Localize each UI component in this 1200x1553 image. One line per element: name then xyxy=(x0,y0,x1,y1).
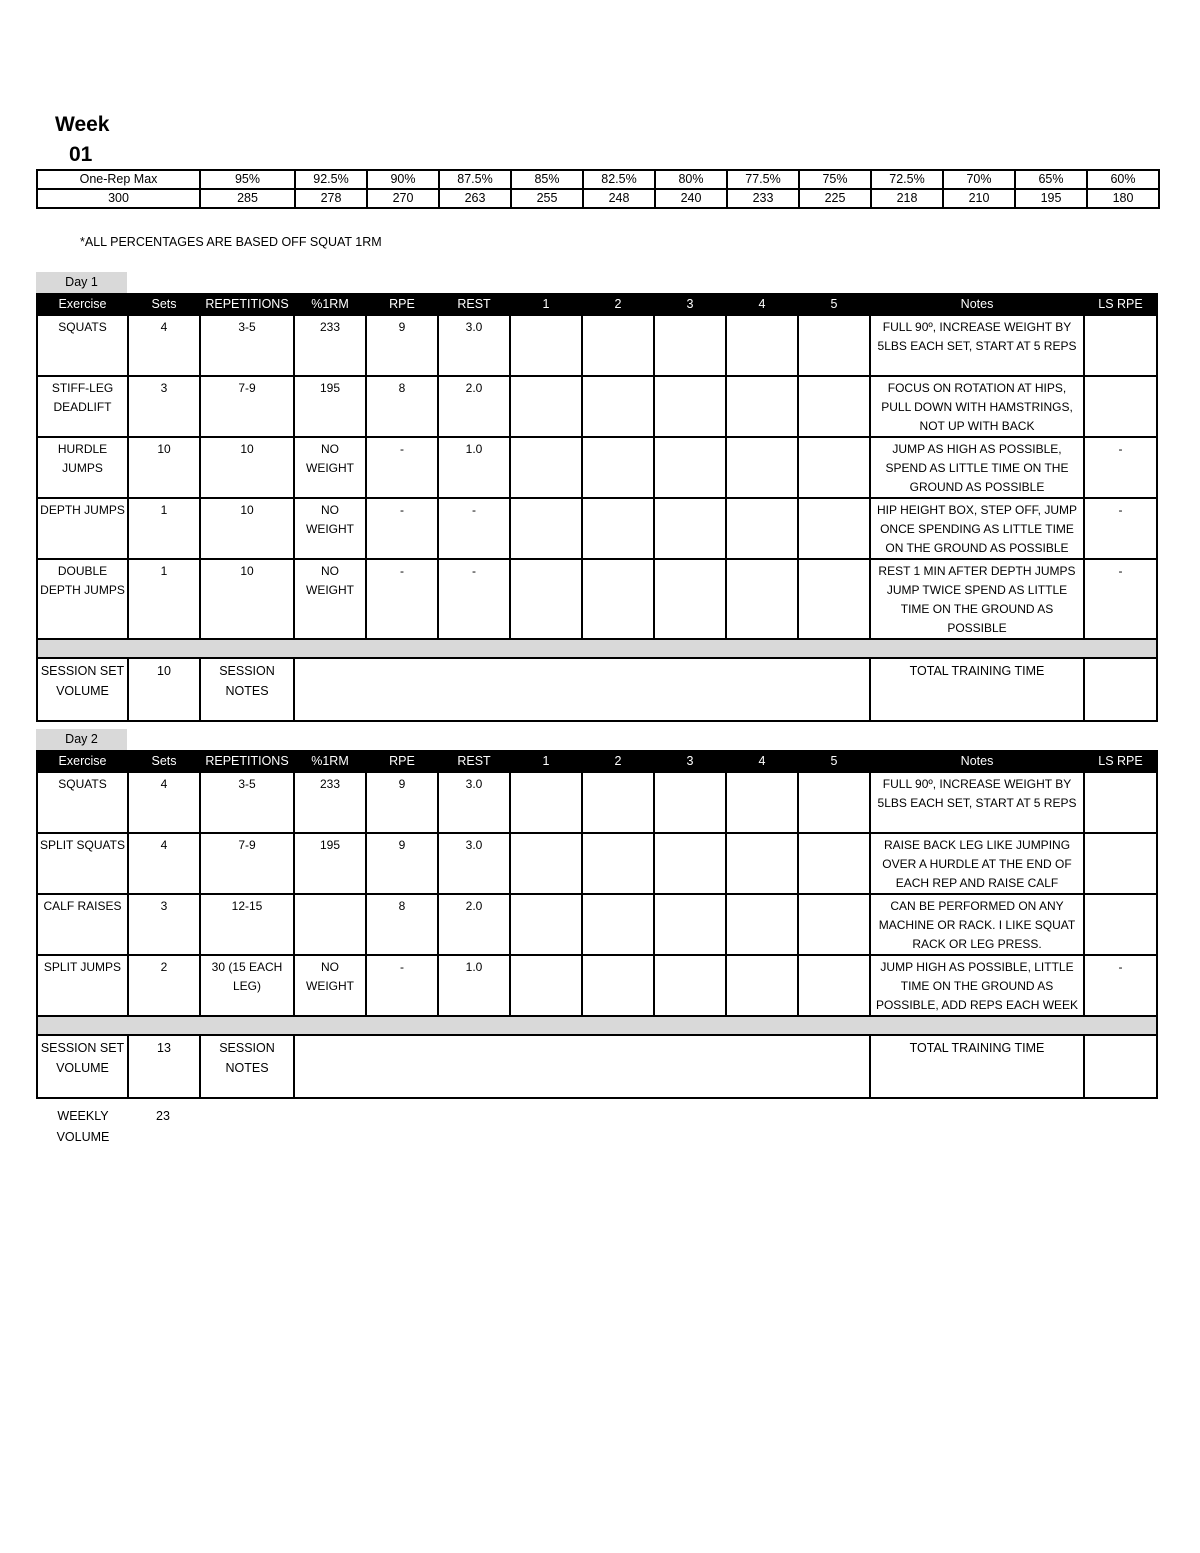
ls-rpe-cell[interactable]: - xyxy=(1084,955,1157,1016)
percentage-weight-cell: 210 xyxy=(943,189,1015,208)
ls-rpe-cell[interactable] xyxy=(1084,772,1157,833)
percent-1rm-cell: NO WEIGHT xyxy=(294,559,366,639)
reps-cell: 3-5 xyxy=(200,315,294,376)
reps-cell: 10 xyxy=(200,559,294,639)
column-header: LS RPE xyxy=(1084,294,1157,315)
percentage-header-cell: 82.5% xyxy=(583,170,655,189)
week-title: Week xyxy=(55,113,110,136)
percentage-header-cell: 80% xyxy=(655,170,727,189)
column-header: REPETITIONS xyxy=(200,751,294,772)
column-header: REPETITIONS xyxy=(200,294,294,315)
column-header: 2 xyxy=(582,751,654,772)
exercise-row xyxy=(37,894,1157,955)
session-set-volume-value: 13 xyxy=(128,1035,200,1098)
set-5-log[interactable] xyxy=(798,955,870,1016)
percentage-table xyxy=(36,169,1160,209)
day-2-label: Day 2 xyxy=(36,729,127,750)
rpe-cell: - xyxy=(366,498,438,559)
set-4-log[interactable] xyxy=(726,559,798,639)
reps-cell: 12-15 xyxy=(200,894,294,955)
rest-cell: 3.0 xyxy=(438,772,510,833)
exercise-name: DEPTH JUMPS xyxy=(37,498,128,559)
percentage-weight-cell: 240 xyxy=(655,189,727,208)
percentage-weight-cell: 248 xyxy=(583,189,655,208)
reps-cell: 30 (15 EACH LEG) xyxy=(200,955,294,1016)
exercise-row xyxy=(37,376,1157,437)
sets-cell: 4 xyxy=(128,315,200,376)
set-4-log[interactable] xyxy=(726,955,798,1016)
percentage-header-row xyxy=(37,170,1159,189)
percentage-weight-cell: 195 xyxy=(1015,189,1087,208)
sets-cell: 3 xyxy=(128,894,200,955)
column-header: RPE xyxy=(366,751,438,772)
exercise-name: SQUATS xyxy=(37,315,128,376)
column-header: REST xyxy=(438,751,510,772)
notes-cell: CAN BE PERFORMED ON ANY MACHINE OR RACK. I LIKE SQUAT RACK OR LEG PRESS. xyxy=(870,894,1084,955)
total-training-time-field[interactable] xyxy=(1084,1035,1157,1098)
set-3-log[interactable] xyxy=(654,833,726,894)
rest-cell: - xyxy=(438,559,510,639)
column-header: LS RPE xyxy=(1084,751,1157,772)
column-header: 2 xyxy=(582,294,654,315)
set-3-log[interactable] xyxy=(654,498,726,559)
percentage-weight-cell: 278 xyxy=(295,189,367,208)
column-header: 1 xyxy=(510,751,582,772)
set-4-log[interactable] xyxy=(726,498,798,559)
percentage-weight-cell: 270 xyxy=(367,189,439,208)
notes-cell: JUMP HIGH AS POSSIBLE, LITTLE TIME ON THE GROUND AS POSSIBLE, ADD REPS EACH WEEK xyxy=(870,955,1084,1016)
percentage-weight-cell: 263 xyxy=(439,189,511,208)
total-training-time-label: TOTAL TRAINING TIME xyxy=(870,1035,1084,1098)
exercise-row xyxy=(37,437,1157,498)
session-set-volume-label: SESSION SET VOLUME xyxy=(37,658,128,721)
notes-cell: HIP HEIGHT BOX, STEP OFF, JUMP ONCE SPENDING AS LITTLE TIME ON THE GROUND AS POSSIBLE xyxy=(870,498,1084,559)
sets-cell: 2 xyxy=(128,955,200,1016)
ls-rpe-cell[interactable] xyxy=(1084,376,1157,437)
rpe-cell: 9 xyxy=(366,833,438,894)
session-set-volume-label: SESSION SET VOLUME xyxy=(37,1035,128,1098)
ls-rpe-cell[interactable] xyxy=(1084,894,1157,955)
column-header: Exercise xyxy=(37,294,128,315)
session-set-volume-value: 10 xyxy=(128,658,200,721)
session-notes-label: SESSION NOTES xyxy=(200,1035,294,1098)
ls-rpe-cell[interactable]: - xyxy=(1084,559,1157,639)
one-rep-max-header: One-Rep Max xyxy=(37,170,200,189)
exercise-name: SPLIT JUMPS xyxy=(37,955,128,1016)
percentage-header-cell: 77.5% xyxy=(727,170,799,189)
session-row xyxy=(37,658,1157,721)
ls-rpe-cell[interactable] xyxy=(1084,833,1157,894)
ls-rpe-cell[interactable]: - xyxy=(1084,437,1157,498)
rest-cell: - xyxy=(438,498,510,559)
set-2-log[interactable] xyxy=(582,955,654,1016)
percentage-header-cell: 75% xyxy=(799,170,871,189)
set-3-log[interactable] xyxy=(654,894,726,955)
percentage-header-cell: 87.5% xyxy=(439,170,511,189)
reps-cell: 7-9 xyxy=(200,376,294,437)
session-notes-field[interactable] xyxy=(294,1035,870,1098)
total-training-time-field[interactable] xyxy=(1084,658,1157,721)
set-1-log[interactable] xyxy=(510,955,582,1016)
percentage-weight-cell: 180 xyxy=(1087,189,1159,208)
exercise-row xyxy=(37,315,1157,376)
rest-cell: 2.0 xyxy=(438,894,510,955)
sets-cell: 3 xyxy=(128,376,200,437)
exercise-row xyxy=(37,955,1157,1016)
exercise-row xyxy=(37,498,1157,559)
set-3-log[interactable] xyxy=(654,315,726,376)
percent-1rm-cell: 233 xyxy=(294,772,366,833)
rest-cell: 1.0 xyxy=(438,437,510,498)
set-3-log[interactable] xyxy=(654,955,726,1016)
rpe-cell: - xyxy=(366,955,438,1016)
day-1-table xyxy=(36,293,1158,722)
set-5-log[interactable] xyxy=(798,437,870,498)
percent-1rm-cell: NO WEIGHT xyxy=(294,955,366,1016)
set-3-log[interactable] xyxy=(654,559,726,639)
set-5-log[interactable] xyxy=(798,498,870,559)
rpe-cell: 8 xyxy=(366,894,438,955)
set-2-log[interactable] xyxy=(582,315,654,376)
rest-cell: 1.0 xyxy=(438,955,510,1016)
sets-cell: 4 xyxy=(128,772,200,833)
column-header: 3 xyxy=(654,751,726,772)
percentage-weight-cell: 225 xyxy=(799,189,871,208)
set-5-log[interactable] xyxy=(798,772,870,833)
percentage-header-cell: 92.5% xyxy=(295,170,367,189)
exercise-row xyxy=(37,833,1157,894)
percent-1rm-cell: 195 xyxy=(294,376,366,437)
rest-cell: 3.0 xyxy=(438,833,510,894)
session-row xyxy=(37,1035,1157,1098)
column-header: 4 xyxy=(726,751,798,772)
percentage-weight-cell: 285 xyxy=(200,189,295,208)
divider-row xyxy=(37,639,1157,658)
exercise-name: SQUATS xyxy=(37,772,128,833)
set-3-log[interactable] xyxy=(654,437,726,498)
set-1-log[interactable] xyxy=(510,833,582,894)
day-1-label: Day 1 xyxy=(36,272,127,293)
rpe-cell: - xyxy=(366,437,438,498)
set-2-log[interactable] xyxy=(582,437,654,498)
percentage-weight-cell: 233 xyxy=(727,189,799,208)
set-4-log[interactable] xyxy=(726,772,798,833)
session-notes-field[interactable] xyxy=(294,658,870,721)
percentage-header-cell: 65% xyxy=(1015,170,1087,189)
column-header-row xyxy=(37,751,1157,772)
sets-cell: 4 xyxy=(128,833,200,894)
percentage-weight-cell: 218 xyxy=(871,189,943,208)
column-header: 1 xyxy=(510,294,582,315)
set-2-log[interactable] xyxy=(582,498,654,559)
rpe-cell: 8 xyxy=(366,376,438,437)
column-header: 5 xyxy=(798,751,870,772)
set-1-log[interactable] xyxy=(510,376,582,437)
percent-1rm-cell: 233 xyxy=(294,315,366,376)
rest-cell: 3.0 xyxy=(438,315,510,376)
set-2-log[interactable] xyxy=(582,772,654,833)
notes-cell: JUMP AS HIGH AS POSSIBLE, SPEND AS LITTLE TIME ON THE GROUND AS POSSIBLE xyxy=(870,437,1084,498)
percentage-header-cell: 60% xyxy=(1087,170,1159,189)
set-5-log[interactable] xyxy=(798,315,870,376)
set-5-log[interactable] xyxy=(798,376,870,437)
session-notes-label: SESSION NOTES xyxy=(200,658,294,721)
divider-cell xyxy=(37,639,1157,658)
column-header: %1RM xyxy=(294,294,366,315)
column-header: 3 xyxy=(654,294,726,315)
exercise-row xyxy=(37,559,1157,639)
percentage-header-cell: 70% xyxy=(943,170,1015,189)
set-2-log[interactable] xyxy=(582,894,654,955)
weekly-volume-label: WEEKLY VOLUME xyxy=(56,1109,110,1144)
exercise-name: SPLIT SQUATS xyxy=(37,833,128,894)
column-header: Sets xyxy=(128,294,200,315)
percent-1rm-cell: 195 xyxy=(294,833,366,894)
set-4-log[interactable] xyxy=(726,437,798,498)
reps-cell: 10 xyxy=(200,437,294,498)
set-2-log[interactable] xyxy=(582,559,654,639)
percent-1rm-cell xyxy=(294,894,366,955)
set-1-log[interactable] xyxy=(510,498,582,559)
sets-cell: 1 xyxy=(128,498,200,559)
total-training-time-label: TOTAL TRAINING TIME xyxy=(870,658,1084,721)
column-header: 5 xyxy=(798,294,870,315)
reps-cell: 3-5 xyxy=(200,772,294,833)
percentage-weight-cell: 255 xyxy=(511,189,583,208)
sets-cell: 10 xyxy=(128,437,200,498)
column-header: RPE xyxy=(366,294,438,315)
column-header: Exercise xyxy=(37,751,128,772)
percentage-header-cell: 95% xyxy=(200,170,295,189)
one-rep-max-value: 300 xyxy=(37,189,200,208)
set-4-log[interactable] xyxy=(726,376,798,437)
percentage-value-row xyxy=(37,189,1159,208)
column-header-row xyxy=(37,294,1157,315)
set-4-log[interactable] xyxy=(726,894,798,955)
set-5-log[interactable] xyxy=(798,559,870,639)
divider-row xyxy=(37,1016,1157,1035)
rpe-cell: - xyxy=(366,559,438,639)
set-2-log[interactable] xyxy=(582,376,654,437)
weekly-volume-value: 23 xyxy=(156,1109,170,1123)
footnote: *ALL PERCENTAGES ARE BASED OFF SQUAT 1RM xyxy=(80,235,382,249)
ls-rpe-cell[interactable] xyxy=(1084,315,1157,376)
rpe-cell: 9 xyxy=(366,772,438,833)
set-3-log[interactable] xyxy=(654,772,726,833)
week-number: 01 xyxy=(69,143,93,166)
column-header: %1RM xyxy=(294,751,366,772)
notes-cell: FULL 90º, INCREASE WEIGHT BY 5LBS EACH SET, START AT 5 REPS xyxy=(870,315,1084,376)
set-1-log[interactable] xyxy=(510,437,582,498)
reps-cell: 10 xyxy=(200,498,294,559)
notes-cell: REST 1 MIN AFTER DEPTH JUMPS JUMP TWICE SPEND AS LITTLE TIME ON THE GROUND AS POSSIBLE xyxy=(870,559,1084,639)
exercise-name: DOUBLE DEPTH JUMPS xyxy=(37,559,128,639)
set-1-log[interactable] xyxy=(510,772,582,833)
exercise-name: HURDLE JUMPS xyxy=(37,437,128,498)
set-2-log[interactable] xyxy=(582,833,654,894)
percent-1rm-cell: NO WEIGHT xyxy=(294,437,366,498)
exercise-name: CALF RAISES xyxy=(37,894,128,955)
set-3-log[interactable] xyxy=(654,376,726,437)
column-header: Notes xyxy=(870,294,1084,315)
divider-cell xyxy=(37,1016,1157,1035)
column-header: 4 xyxy=(726,294,798,315)
set-1-log[interactable] xyxy=(510,559,582,639)
reps-cell: 7-9 xyxy=(200,833,294,894)
ls-rpe-cell[interactable]: - xyxy=(1084,498,1157,559)
set-1-log[interactable] xyxy=(510,894,582,955)
percentage-header-cell: 72.5% xyxy=(871,170,943,189)
percentage-header-cell: 90% xyxy=(367,170,439,189)
column-header: REST xyxy=(438,294,510,315)
column-header: Sets xyxy=(128,751,200,772)
sets-cell: 1 xyxy=(128,559,200,639)
set-5-log[interactable] xyxy=(798,894,870,955)
set-4-log[interactable] xyxy=(726,315,798,376)
notes-cell: FOCUS ON ROTATION AT HIPS, PULL DOWN WITH HAMSTRINGS, NOT UP WITH BACK xyxy=(870,376,1084,437)
percentage-header-cell: 85% xyxy=(511,170,583,189)
set-4-log[interactable] xyxy=(726,833,798,894)
exercise-name: STIFF-LEG DEADLIFT xyxy=(37,376,128,437)
set-5-log[interactable] xyxy=(798,833,870,894)
notes-cell: RAISE BACK LEG LIKE JUMPING OVER A HURDLE AT THE END OF EACH REP AND RAISE CALF xyxy=(870,833,1084,894)
percent-1rm-cell: NO WEIGHT xyxy=(294,498,366,559)
notes-cell: FULL 90º, INCREASE WEIGHT BY 5LBS EACH SET, START AT 5 REPS xyxy=(870,772,1084,833)
rest-cell: 2.0 xyxy=(438,376,510,437)
rpe-cell: 9 xyxy=(366,315,438,376)
day-2-table xyxy=(36,750,1158,1099)
column-header: Notes xyxy=(870,751,1084,772)
set-1-log[interactable] xyxy=(510,315,582,376)
exercise-row xyxy=(37,772,1157,833)
